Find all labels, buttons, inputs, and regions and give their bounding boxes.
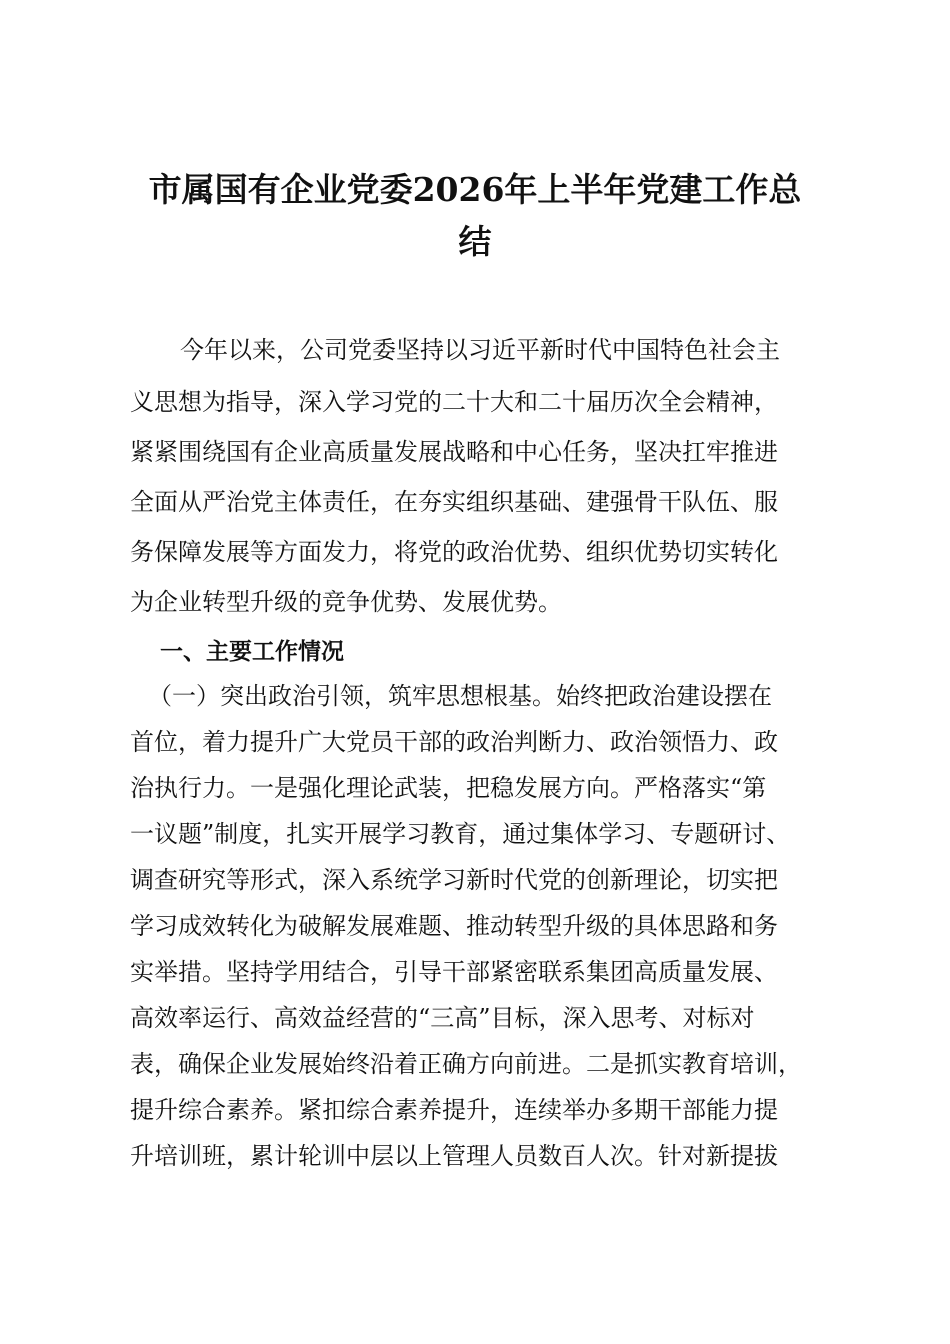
document-title-line-1: 市属国有企业党委2026年上半年党建工作总: [148, 170, 802, 209]
document-title-line-2: 结: [458, 222, 492, 261]
intro-line-6: 为企业转型升级的竞争优势、发展优势。: [130, 588, 562, 616]
body-line-10: 提升综合素养。紧扣综合素养提升，连续举办多期干部能力提: [130, 1096, 778, 1124]
body-line-3: 治执行力。一是强化理论武装，把稳发展方向。严格落实“第: [130, 774, 767, 802]
body-line-6: 学习成效转化为破解发展难题、推动转型升级的具体思路和务: [130, 912, 778, 940]
body-line-9: 表，确保企业发展始终沿着正确方向前进。二是抓实教育培训，: [130, 1050, 802, 1078]
intro-line-2: 义思想为指导，深入学习党的二十大和二十届历次全会精神，: [130, 388, 778, 416]
intro-line-4: 全面从严治党主体责任，在夯实组织基础、建强骨干队伍、服: [130, 488, 778, 516]
body-line-4: 一议题”制度，扎实开展学习教育，通过集体学习、专题研讨、: [130, 820, 791, 848]
body-line-7: 实举措。坚持学用结合，引导干部紧密联系集团高质量发展、: [130, 958, 778, 986]
body-line-11: 升培训班，累计轮训中层以上管理人员数百人次。针对新提拔: [130, 1142, 778, 1170]
intro-line-1: 今年以来，公司党委坚持以习近平新时代中国特色社会主: [180, 336, 780, 364]
body-line-1: （一）突出政治引领，筑牢思想根基。始终把政治建设摆在: [148, 682, 772, 710]
intro-line-3: 紧紧围绕国有企业高质量发展战略和中心任务，坚决扛牢推进: [130, 438, 778, 466]
intro-line-5: 务保障发展等方面发力，将党的政治优势、组织优势切实转化: [130, 538, 778, 566]
section-heading: 一、主要工作情况: [160, 639, 344, 665]
body-line-2: 首位，着力提升广大党员干部的政治判断力、政治领悟力、政: [130, 728, 778, 756]
body-line-5: 调查研究等形式，深入系统学习新时代党的创新理论，切实把: [130, 866, 778, 894]
body-line-8: 高效率运行、高效益经营的“三高”目标，深入思考、对标对: [130, 1004, 755, 1032]
